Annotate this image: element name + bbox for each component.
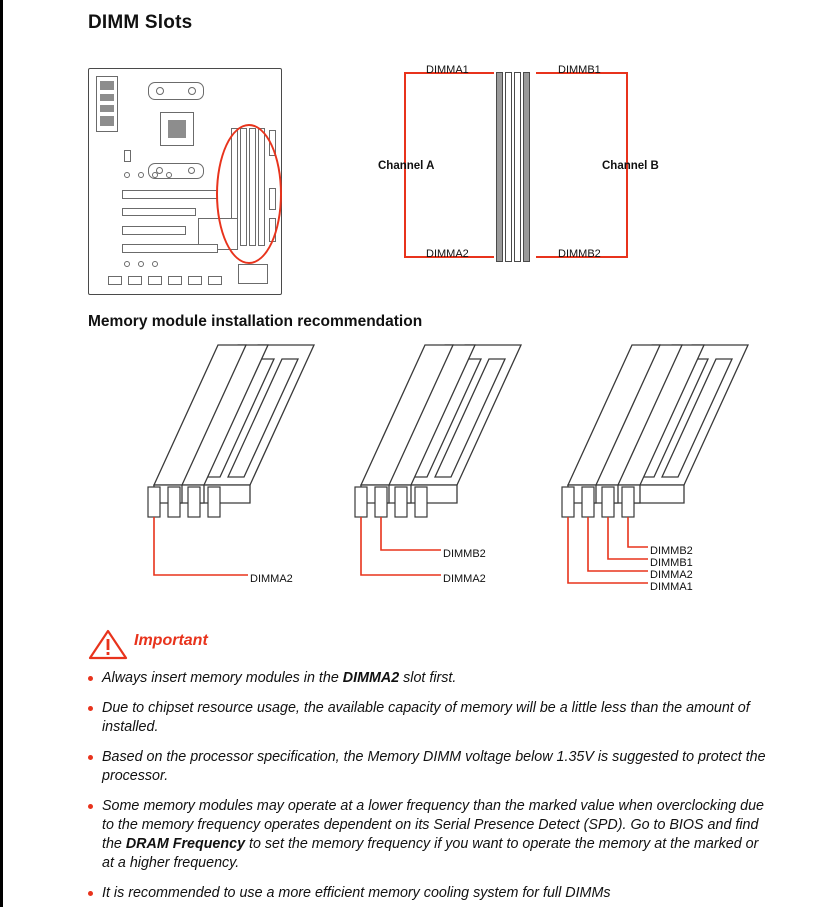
- header-pin: [138, 172, 144, 178]
- dimm-highlight-ellipse: [216, 124, 282, 264]
- header-pin: [124, 172, 130, 178]
- list-item: [88, 797, 768, 873]
- label-group2-dimma2: DIMMA2: [443, 573, 486, 585]
- label-group3-dimma1: DIMMA1: [650, 581, 693, 593]
- recommendation-two-modules: [325, 335, 555, 595]
- m2-slot: [122, 208, 196, 216]
- channel-diagram: [378, 56, 820, 281]
- label-dimma1: DIMMA1: [426, 64, 469, 76]
- header-pin: [152, 172, 158, 178]
- screw-hole: [188, 87, 196, 95]
- bullet-emphasis: DIMMA2: [342, 670, 400, 686]
- label-dimmb1: DIMMB1: [558, 64, 601, 76]
- front-panel-header: [128, 276, 142, 285]
- io-connector: [100, 105, 114, 112]
- pcie-slot: [122, 226, 186, 235]
- dimm-slot-a2: [505, 72, 512, 262]
- bullet-text: slot first.: [399, 670, 457, 686]
- io-connector: [100, 94, 114, 101]
- list-item: [88, 669, 768, 688]
- label-group3-dimma2: DIMMA2: [650, 569, 693, 581]
- bullet-text: Some memory modules may operate at a lower frequency than the marked value when overclocking due to the memory frequency operates dependent on its Serial Presence Detect (SPD). Go to BIOS and find the: [102, 798, 764, 852]
- label-channel-b: Channel B: [602, 160, 659, 172]
- important-bullet-list: [88, 669, 768, 914]
- header-pin: [152, 261, 158, 267]
- label-dimmb2: DIMMB2: [558, 248, 601, 260]
- header-pin: [138, 261, 144, 267]
- dimm-slot-stack: [496, 72, 534, 262]
- page-title: DIMM Slots: [88, 12, 193, 33]
- installation-recommendation: [88, 335, 818, 610]
- label-group2-dimmb2: DIMMB2: [443, 548, 486, 560]
- front-panel-header: [168, 276, 182, 285]
- pcie-slot: [122, 190, 218, 199]
- dimm-slot-b1: [514, 72, 521, 262]
- bullet-text: It is recommended to use a more efficient memory cooling system for full DIMMs: [102, 885, 611, 901]
- screw-hole: [156, 87, 164, 95]
- front-panel-header: [188, 276, 202, 285]
- chip: [124, 150, 131, 162]
- bullet-text: Due to chipset resource usage, the available capacity of memory will be a little less than the amount of installed.: [102, 700, 750, 735]
- motherboard-diagram: [88, 68, 282, 295]
- important-section: [88, 628, 788, 660]
- io-connector: [100, 116, 114, 126]
- label-dimma2: DIMMA2: [426, 248, 469, 260]
- front-panel-header: [108, 276, 122, 285]
- label-channel-a: Channel A: [378, 160, 435, 172]
- list-item: [88, 699, 768, 737]
- list-item: [88, 748, 768, 786]
- cpu-socket-inner: [168, 120, 186, 138]
- header-pin: [166, 172, 172, 178]
- label-group3-dimmb1: DIMMB1: [650, 557, 693, 569]
- list-item: [88, 884, 768, 903]
- io-connector: [100, 81, 114, 90]
- front-panel-header: [208, 276, 222, 285]
- bullet-text: Always insert memory modules in the: [102, 670, 343, 686]
- pcie-slot: [122, 244, 218, 253]
- subsection-title: Memory module installation recommendation: [88, 313, 423, 330]
- bullet-text: to set the memory frequency if you want to operate the memory at the marked or at a higher frequency.: [102, 836, 759, 871]
- page-left-rule: [0, 0, 3, 907]
- recommendation-one-module: [118, 335, 348, 595]
- label-group1-dimma2: DIMMA2: [250, 573, 293, 585]
- sata-ports: [238, 264, 268, 284]
- front-panel-header: [148, 276, 162, 285]
- important-title: Important: [134, 632, 208, 649]
- bullet-emphasis: DRAM Frequency: [125, 836, 246, 852]
- header-pin: [124, 261, 130, 267]
- dimm-slot-b2: [523, 72, 530, 262]
- dimm-slot-a1: [496, 72, 503, 262]
- screw-hole: [188, 167, 195, 174]
- bullet-text: Based on the processor specification, the Memory DIMM voltage below 1.35V is suggested to protect the processor.: [102, 749, 766, 784]
- label-group3-dimmb2: DIMMB2: [650, 545, 693, 557]
- warning-triangle-icon: [88, 628, 128, 660]
- important-header: [88, 628, 788, 660]
